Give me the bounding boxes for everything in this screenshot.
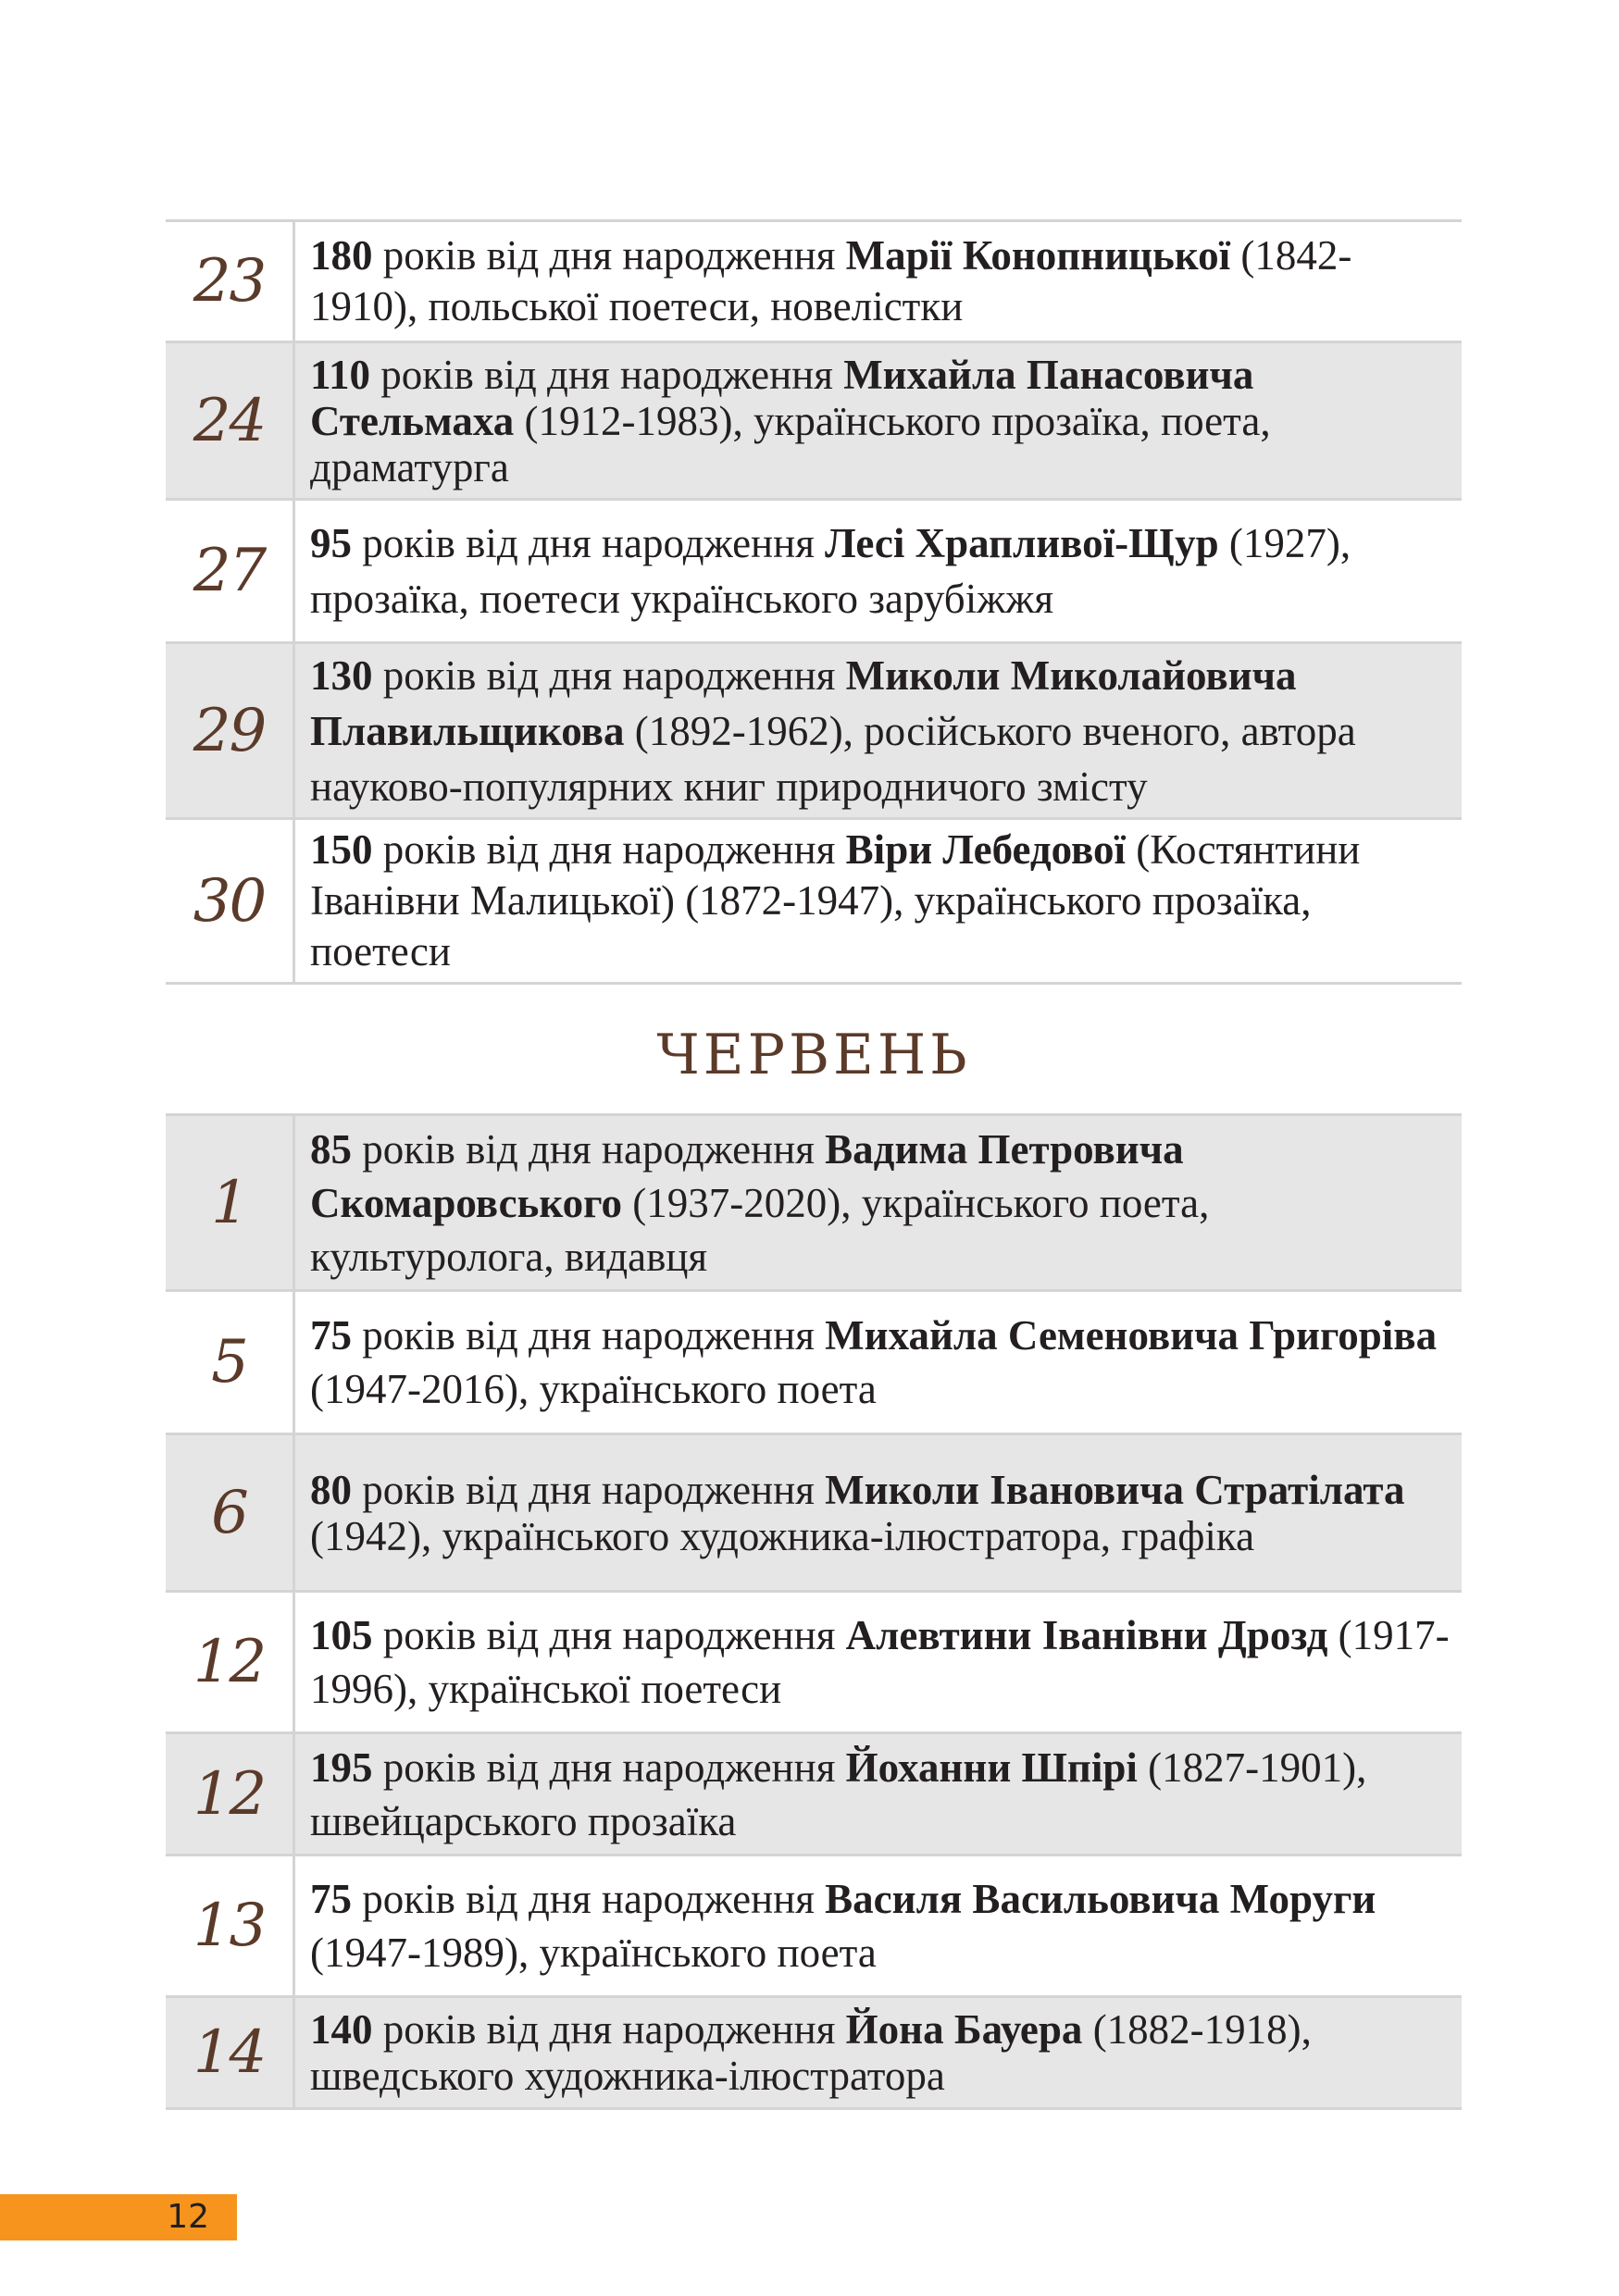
years-count: 195 bbox=[310, 1744, 373, 1791]
event-phrase: років від дня народження bbox=[372, 1612, 846, 1658]
day-number: 12 bbox=[166, 1734, 295, 1854]
event-text bbox=[295, 222, 1462, 341]
table-row bbox=[166, 1998, 1462, 2110]
page-number: 12 bbox=[0, 2194, 237, 2240]
day-number: 1 bbox=[166, 1116, 295, 1289]
event-details: (1942), українського художника-ілюстратора, графіка bbox=[310, 1512, 1255, 1559]
day-number: 23 bbox=[166, 222, 295, 341]
day-number: 24 bbox=[166, 343, 295, 498]
day-number: 13 bbox=[166, 1856, 295, 1995]
events-table-june bbox=[166, 1113, 1462, 2110]
years-count: 110 bbox=[310, 351, 371, 398]
person-name: Михайла Семеновича Григоріва bbox=[825, 1312, 1438, 1359]
event-text bbox=[295, 1998, 1462, 2107]
person-name: Марії Конопницької bbox=[845, 232, 1231, 279]
years-count: 105 bbox=[310, 1612, 373, 1658]
event-details: (1827-1901), швейцарського прозаїка bbox=[310, 1744, 1367, 1844]
event-details: (1947-2016), українського поета bbox=[310, 1366, 877, 1412]
years-count: 75 bbox=[310, 1876, 352, 1922]
table-row bbox=[166, 1435, 1462, 1593]
event-details: (1892-1962), російського вченого, автора науково-популярних книг природничого змісту bbox=[310, 707, 1356, 810]
person-name: Василя Васильовича Моруги bbox=[825, 1876, 1376, 1922]
event-text bbox=[295, 1116, 1462, 1289]
years-count: 140 bbox=[310, 2006, 373, 2053]
event-text bbox=[295, 501, 1462, 641]
event-phrase: років від дня народження bbox=[372, 1744, 846, 1791]
event-phrase: років від дня народження bbox=[352, 520, 826, 566]
years-count: 95 bbox=[310, 520, 352, 566]
event-text bbox=[295, 1734, 1462, 1854]
event-text bbox=[295, 1435, 1462, 1590]
event-phrase: років від дня народження bbox=[372, 232, 846, 279]
event-details: (1912-1983), українського прозаїка, поета, драматурга bbox=[310, 397, 1271, 490]
table-row bbox=[166, 1734, 1462, 1856]
event-text bbox=[295, 820, 1462, 982]
event-details: (1917-1996), української поетеси bbox=[310, 1612, 1450, 1712]
years-count: 80 bbox=[310, 1466, 352, 1513]
event-details: (1927), прозаїка, поетеси українського зарубіжжя bbox=[310, 520, 1351, 622]
day-number: 29 bbox=[166, 644, 295, 817]
event-details: (Костянтини Іванівни Малицької) (1872-1947), українського прозаїка, поетеси bbox=[310, 826, 1361, 974]
table-row bbox=[166, 1593, 1462, 1734]
day-number: 12 bbox=[166, 1593, 295, 1731]
years-count: 180 bbox=[310, 232, 373, 279]
day-number: 27 bbox=[166, 501, 295, 641]
table-row bbox=[166, 222, 1462, 343]
years-count: 85 bbox=[310, 1125, 352, 1173]
day-number: 5 bbox=[166, 1292, 295, 1433]
day-number: 30 bbox=[166, 820, 295, 982]
table-row bbox=[166, 1116, 1462, 1292]
person-name: Лесі Храпливої-Щур bbox=[825, 520, 1219, 566]
day-number: 6 bbox=[166, 1435, 295, 1590]
event-details: (1947-1989), українського поета bbox=[310, 1930, 877, 1976]
event-text bbox=[295, 343, 1462, 498]
event-phrase: років від дня народження bbox=[352, 1312, 826, 1359]
person-name: Алевтини Іванівни Дрозд bbox=[845, 1612, 1328, 1658]
event-phrase: років від дня народження bbox=[352, 1876, 826, 1922]
person-name: Йона Бауера bbox=[845, 2006, 1083, 2053]
table-row bbox=[166, 501, 1462, 644]
person-name: Вадима Петровича Скомаровського bbox=[310, 1125, 1184, 1226]
event-text bbox=[295, 644, 1462, 817]
years-count: 150 bbox=[310, 826, 373, 873]
person-name: Миколи Івановича Стратілата bbox=[825, 1466, 1405, 1513]
month-heading: ЧЕРВЕНЬ bbox=[656, 1023, 971, 1087]
table-row bbox=[166, 343, 1462, 501]
event-phrase: років від дня народження bbox=[370, 351, 844, 398]
event-phrase: років від дня народження bbox=[352, 1125, 826, 1173]
event-details: (1882-1918), шведського художника-ілюстратора bbox=[310, 2006, 1312, 2099]
event-phrase: років від дня народження bbox=[352, 1466, 826, 1513]
person-name: Віри Лебедової bbox=[845, 826, 1127, 873]
table-row bbox=[166, 644, 1462, 820]
person-name: Михайла Панасовича Стельмаха bbox=[310, 351, 1254, 444]
event-phrase: років від дня народження bbox=[372, 2006, 846, 2053]
event-text bbox=[295, 1292, 1462, 1433]
event-details: (1937-2020), українського поета, культуролога, видавця bbox=[310, 1179, 1210, 1280]
person-name: Йоханни Шпірі bbox=[845, 1744, 1138, 1791]
table-row bbox=[166, 1292, 1462, 1435]
events-table-may bbox=[166, 219, 1462, 985]
day-number: 14 bbox=[166, 1998, 295, 2107]
years-count: 130 bbox=[310, 652, 373, 699]
event-text bbox=[295, 1593, 1462, 1731]
event-details: (1842-1910), польської поетеси, новелістки bbox=[310, 232, 1352, 329]
event-phrase: років від дня народження bbox=[372, 652, 846, 699]
event-text bbox=[295, 1856, 1462, 1995]
years-count: 75 bbox=[310, 1312, 352, 1359]
table-row bbox=[166, 820, 1462, 985]
person-name: Миколи Миколайовича Плавильщикова bbox=[310, 652, 1297, 754]
event-phrase: років від дня народження bbox=[372, 826, 846, 873]
table-row bbox=[166, 1856, 1462, 1998]
